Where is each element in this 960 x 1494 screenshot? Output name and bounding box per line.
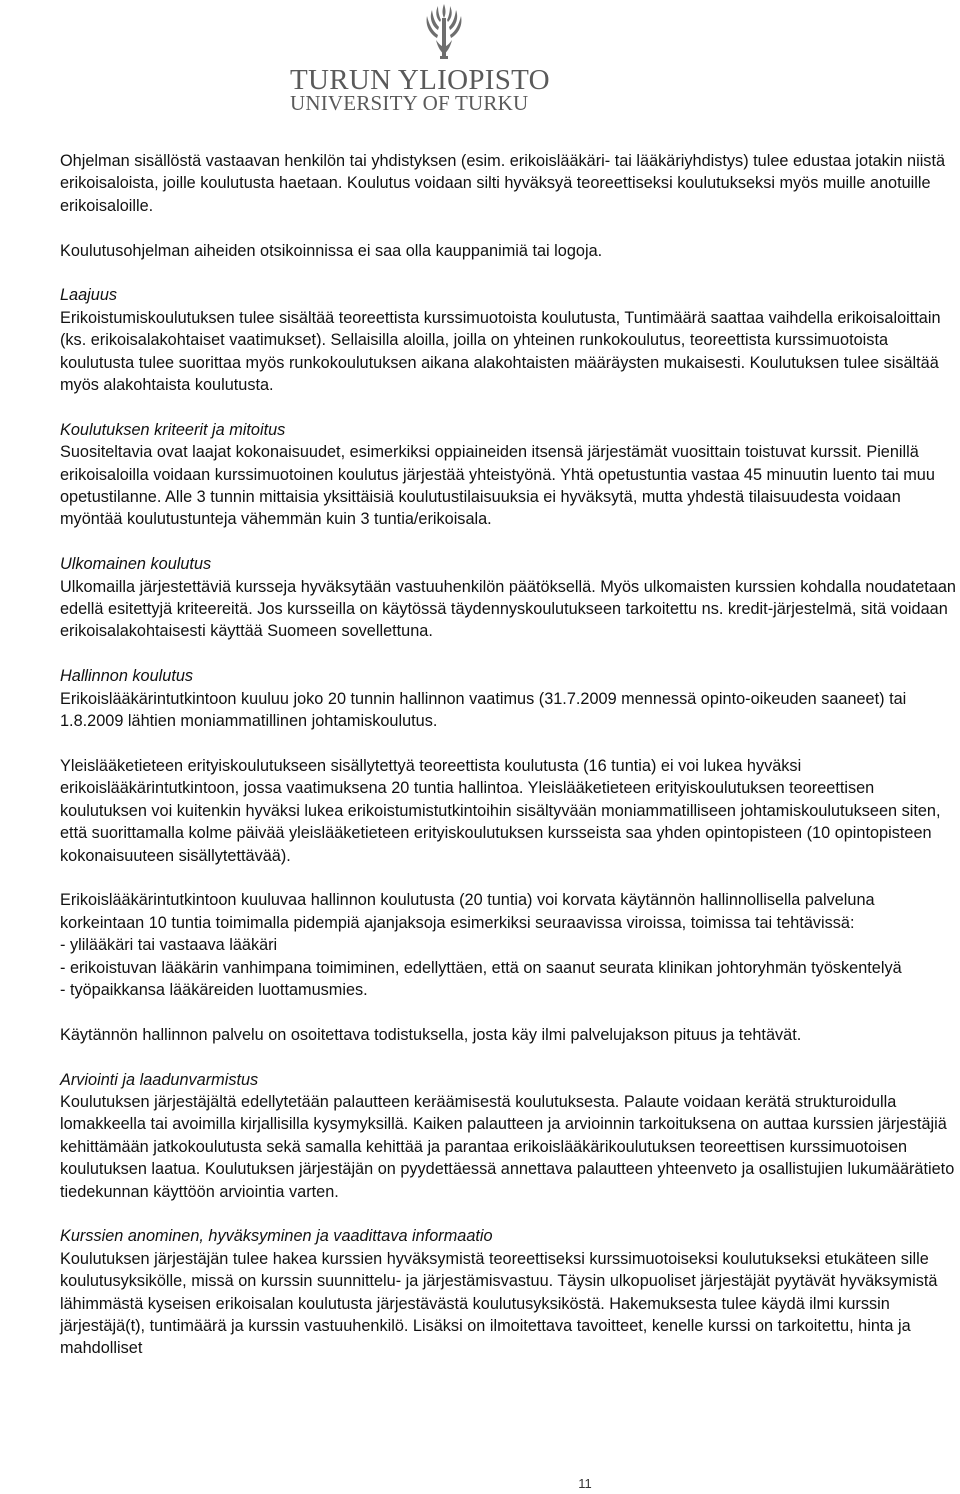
list-item: - ylilääkäri tai vastaava lääkäri: [60, 936, 278, 955]
section-heading: Hallinnon koulutus: [60, 667, 194, 686]
hallinnon-list-intro: Erikoislääkärintutkintoon kuuluvaa hallinnon koulutusta (20 tuntia) voi korvata käytännön hallinnollisella palveluna korkeintaan 10 tuntia toimimalla pidempiä ajanjaksoja esimerkiksi seuraavissa viroissa, toimissa tai tehtävissä:: [60, 891, 875, 932]
intro-paragraph-2: Koulutusohjelman aiheiden otsikoinnissa ei saa olla kauppanimiä tai logoja.: [60, 241, 603, 260]
section-body: Erikoistumiskoulutuksen tulee sisältää teoreettista kurssimuotoista koulutusta, Tuntimäärä saattaa vaihdella erikoisaloittain (ks. erikoisalakohtaiset vaatimukset). Sellaisilla aloilla, joilla on yhteinen runkokoulutus, teoreettista kurssimuotoista koulutusta tulee suorittaa myös runkokoulutuksen aikana alakohtaisten määräysten mukaisesti. Koulutuksen tulee sisältää myös alakohtaista koulutusta.: [60, 308, 941, 395]
section-anominen: [60, 1225, 958, 1359]
section-heading: Koulutuksen kriteerit ja mitoitus: [60, 420, 286, 439]
section-heading: Laajuus: [60, 286, 118, 305]
section-body: Ulkomailla järjestettäviä kursseja hyväksytään vastuuhenkilön päätöksellä. Myös ulkomaisten kurssien kohdalla noudatetaan edellä esitettyjä kriteereitä. Jos kursseilla on käytössä täydennyskoulutukseen tarkoitettu ns. kredit-järjestelmä, sitä voidaan erikoisalakohtaisesti käyttää Suomeen sovellettuna.: [60, 577, 956, 641]
section-hallinnon: [60, 665, 958, 732]
section-body: Koulutuksen järjestäjän tulee hakea kurssien hyväksymistä teoreettiseksi kurssimuotoiseksi koulutukseksi etukäteen sille koulutusyksikölle, missä on kurssin suunnittelu- ja järjestämisvastuu. Täysin ulkopuoliset järjestäjät pyytävät hyväksymistä lähimmästä kyseisen erikoisalan koulutusta järjestävästä koulutusyksiköstä. Hakemuksesta tulee käydä ilmi kurssin järjestäjä(t), tuntimäärä ja kurssin vastuuhenkilö. Lisäksi on ilmoitettava tavoitteet, kenelle kurssi on tarkoitettu, hinta ja mahdolliset: [60, 1249, 938, 1358]
hallinnon-paragraph-2: Yleislääketieteen erityiskoulutukseen sisällytettyä teoreettista koulutusta (16 tuntia) ei voi lukea hyväksi erikoislääkärintutkintoon, jossa vaatimuksena 20 tuntia hallintoa. Yleislääketieteen erityiskoulutuksen teoreettisen koulutuksen voi kuitenkin hyväksi lukea erikoistumistutkintoihin sisältyvään moniammatilliseen johtamiskoulutukseen siten, että suorittamalla kolme päivää yleislääketieteen erityiskoulutuksen kursseista saa yhden opintopisteen (10 opintopisteen kokonaisuuteen sisällytettävää).: [60, 756, 941, 865]
section-arviointi: [60, 1069, 958, 1203]
document-body: [60, 150, 958, 1382]
university-logo: [286, 2, 550, 124]
logo-text-finnish: TURUN YLIOPISTO: [290, 64, 550, 96]
section-heading: Kurssien anominen, hyväksyminen ja vaadittava informaatio: [60, 1227, 493, 1246]
hallinnon-paragraph-3: [60, 889, 958, 1001]
page-number: 11: [578, 1476, 592, 1491]
list-item: - erikoistuvan lääkärin vanhimpana toimiminen, edellyttäen, että on saanut seurata klinikan johtoryhmän työskentelyä: [60, 958, 902, 977]
section-laajuus: [60, 284, 958, 396]
section-ulkomainen: [60, 553, 958, 643]
section-heading: Ulkomainen koulutus: [60, 555, 212, 574]
intro-paragraph-1: Ohjelman sisällöstä vastaavan henkilön tai yhdistyksen (esim. erikoislääkäri- tai lääkäriyhdistys) tulee edustaa jotakin niistä erikoisaloista, joille koulutusta haetaan. Koulutus voidaan silti hyväksyä teoreettiseksi koulutukseksi myös muille anotuille erikoisaloille.: [60, 152, 946, 215]
list-item: - työpaikkansa lääkäreiden luottamusmies.: [60, 980, 368, 999]
section-body: Suositeltavia ovat laajat kokonaisuudet, esimerkiksi oppiaineiden itsensä järjestämät vuosittain toistuvat kurssit. Pienillä erikoisaloilla voidaan kurssimuotoinen koulutus järjestää yhteistyönä. Yhtä opetustuntia vastaa 45 minuutin luento tai muu opetustilanne. Alle 3 tunnin mittaisia yksittäisiä koulutustilaisuuksia ei hyväksytä, mutta yhdestä tilaisuudesta voidaan myöntää koulutustunteja vähemmän kuin 3 tuntia/erikoisala.: [60, 443, 935, 529]
turku-university-torch-emblem-icon: [424, 2, 464, 64]
section-body: Koulutuksen järjestäjältä edellytetään palautteen keräämisestä koulutuksesta. Palaute voidaan kerätä strukturoidulla lomakkeella tai avoimilla kirjallisilla kysymyksillä. Kaiken palautteen ja arvioinnin tarkoituksena on auttaa kurssien järjestäjiä kehittämään jatkokoulutusta sekä samalla kehittää ja parantaa erikoislääkärikoulutuksen teoreettisen kurssimuotoisen koulutuksen laatua. Koulutuksen järjestäjän on pyydettäessä annettava palautteen yhteenveto ja osallistujien lukumäärätieto tiedekunnan käyttöön arviointia varten.: [60, 1092, 955, 1201]
logo-text-english: UNIVERSITY OF TURKU: [290, 91, 529, 115]
section-kriteerit: [60, 419, 958, 531]
section-heading: Arviointi ja laadunvarmistus: [60, 1070, 259, 1089]
section-body: Erikoislääkärintutkintoon kuuluu joko 20 tunnin hallinnon vaatimus (31.7.2009 mennessä opinto-oikeuden saaneet) tai 1.8.2009 lähtien moniammatillinen johtamiskoulutus.: [60, 689, 907, 731]
hallinnon-paragraph-4: Käytännön hallinnon palvelu on osoitettava todistuksella, josta käy ilmi palvelujakson pituus ja tehtävät.: [60, 1025, 802, 1044]
